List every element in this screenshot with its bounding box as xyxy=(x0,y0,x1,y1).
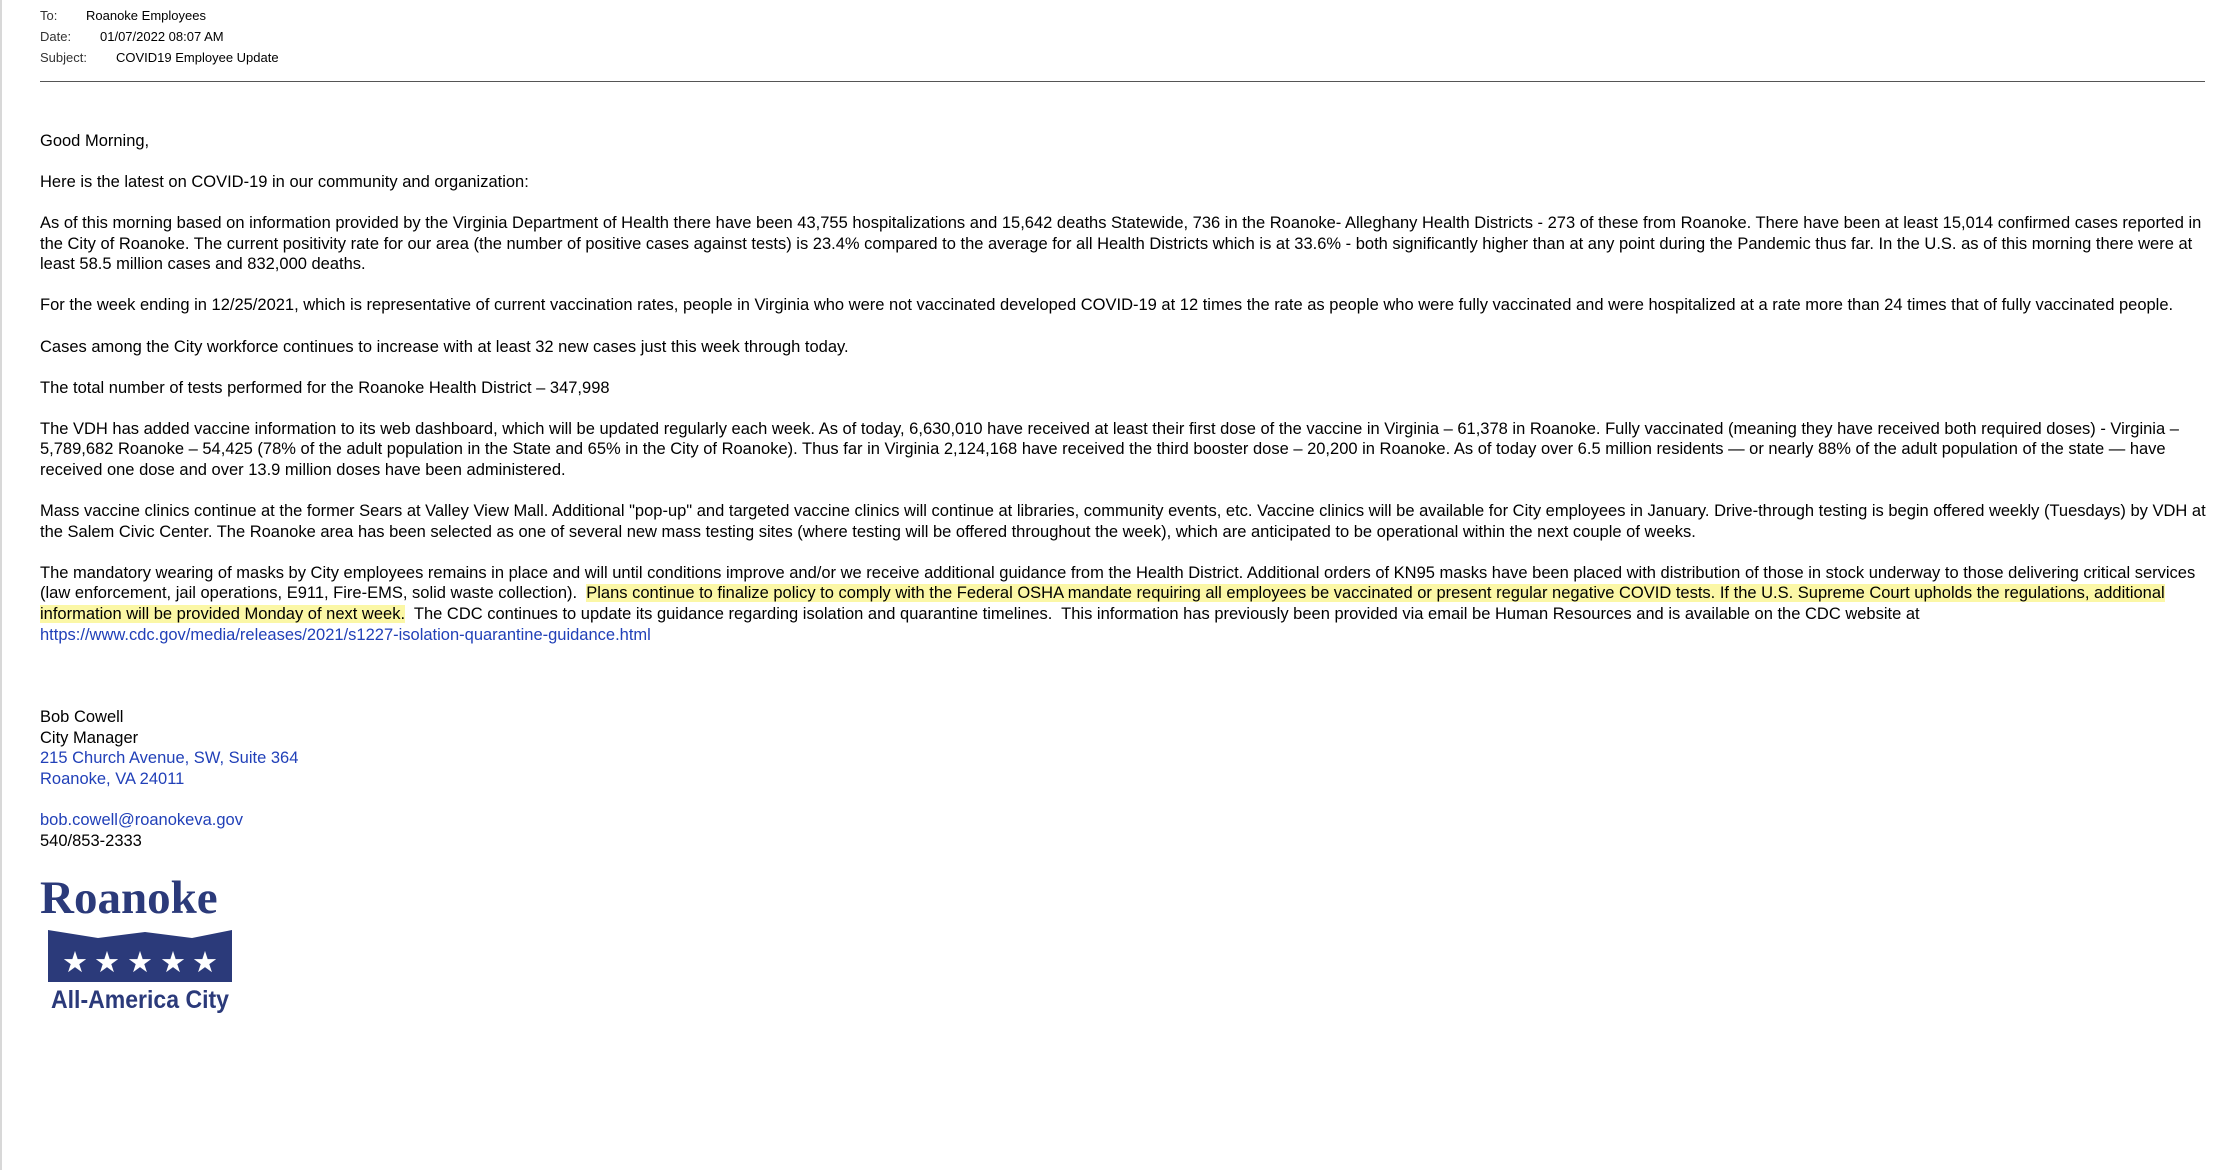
to-row xyxy=(40,5,279,26)
signature-title: City Manager xyxy=(40,728,139,747)
date-value: 01/07/2022 08:07 AM xyxy=(100,29,224,44)
email-header xyxy=(40,5,279,68)
signature-spacer xyxy=(40,789,298,810)
vaccination-rate-paragraph: For the week ending in 12/25/2021, which is representative of current vaccination rates, people in Virginia who were not vaccinated developed COVID-19 at 12 times the rate as people who were fully vaccinated and were hospitalized at a rate more than 24 times that of fully vaccinated people. xyxy=(40,296,2174,315)
signature-address-line2[interactable]: Roanoke, VA 24011 xyxy=(40,769,185,788)
header-separator xyxy=(40,81,2205,82)
roanoke-logo xyxy=(40,870,240,1020)
subject-value: COVID19 Employee Update xyxy=(116,50,279,65)
to-value: Roanoke Employees xyxy=(86,8,206,23)
date-label: Date: xyxy=(40,29,72,44)
email-body xyxy=(40,131,2210,666)
star-icon: ★ xyxy=(192,945,218,979)
vdh-paragraph: The VDH has added vaccine information to its web dashboard, which will be updated regularly each week. As of today, 6,630,010 have received at least their first dose of the vaccine in Virginia – 61,378 in Roanoke. Fully vaccinated (meaning they have received both required doses) - Virginia – 5,789,682 Roanoke – 54,425 (78% of the adult population in the State and 65% in the City of Roanoke). Thus far in Virginia 2,124,168 have received the third booster dose – 20,200 in Roanoke. As of today over 6.5 million residents — or nearly 88% of the adult population of the state — have received one dose and over 13.9 million doses have been administered. xyxy=(40,419,2179,479)
logo-stars xyxy=(62,945,218,979)
cdc-link[interactable]: https://www.cdc.gov/media/releases/2021/s1227-isolation-quarantine-guidance.html xyxy=(40,625,651,644)
workforce-paragraph: Cases among the City workforce continues to increase with at least 32 new cases just this week through today. xyxy=(40,337,849,356)
intro-paragraph: Here is the latest on COVID-19 in our community and organization: xyxy=(40,173,529,192)
osha-highlight: Plans continue to finalize policy to comply with the Federal OSHA mandate requiring all employees be vaccinated or present regular negative COVID tests. If the U.S. Supreme Court upholds the regulations, additional information will be provided Monday of next week. xyxy=(40,584,2165,623)
signature-address-line1[interactable]: 215 Church Avenue, SW, Suite 364 xyxy=(40,749,299,768)
date-row xyxy=(40,26,279,47)
signature-email[interactable]: bob.cowell@roanokeva.gov xyxy=(40,810,243,829)
star-icon: ★ xyxy=(160,945,186,979)
signature-block xyxy=(40,707,298,851)
greeting: Good Morning, xyxy=(40,132,150,150)
star-icon: ★ xyxy=(62,945,88,979)
logo-tagline: All-America City xyxy=(51,986,230,1014)
tests-paragraph: The total number of tests performed for the Roanoke Health District – 347,998 xyxy=(40,378,610,397)
star-icon: ★ xyxy=(127,945,153,979)
signature-phone: 540/853-2333 xyxy=(40,831,142,850)
masks-paragraph xyxy=(40,563,2210,645)
subject-label: Subject: xyxy=(40,50,87,65)
signature-name: Bob Cowell xyxy=(40,708,124,726)
clinics-paragraph: Mass vaccine clinics continue at the former Sears at Valley View Mall. Additional "pop-up" and targeted vaccine clinics will continue at libraries, community events, etc. Vaccine clinics will be available for City employees in January. Drive-through testing is begin offered weekly (Tuesdays) by VDH at the Salem Civic Center. The Roanoke area has been selected as one of several new mass testing sites (where testing will be offered throughout the week), which are anticipated to be operational within the next couple of weeks. xyxy=(40,502,2206,541)
stats-paragraph: As of this morning based on information provided by the Virginia Department of Health there have been 43,755 hospitalizations and 15,642 deaths Statewide, 736 in the Roanoke- Alleghany Health Districts - 273 of these from Roanoke. There have been at least 15,014 confirmed cases reported in the City of Roanoke. The current positivity rate for our area (the number of positive cases against tests) is 23.4% compared to the average for all Health Districts which is at 33.6% - both significantly higher than at any point during the Pandemic thus far. In the U.S. as of this morning there were at least 58.5 million cases and 832,000 deaths. xyxy=(40,214,2202,274)
masks-text-start: The mandatory wearing of masks by City employees remains in place and will until conditions improve and/or we receive additional guidance from the Health District. Additional orders of KN95 masks have been placed with distribution of those in stock underway to those delivering critical services (law enforcement, jail operations, E911, Fire-EMS, solid waste collection). xyxy=(40,563,2200,603)
logo-wordmark: Roanoke xyxy=(40,872,218,924)
page-left-edge xyxy=(0,0,2,1170)
star-icon: ★ xyxy=(94,945,120,979)
to-label: To: xyxy=(40,8,58,23)
subject-row xyxy=(40,47,279,68)
masks-text-end: The CDC continues to update its guidance regarding isolation and quarantine timelines. This information has previously been provided via email be Human Resources and is available on the CDC website at xyxy=(405,604,1920,623)
